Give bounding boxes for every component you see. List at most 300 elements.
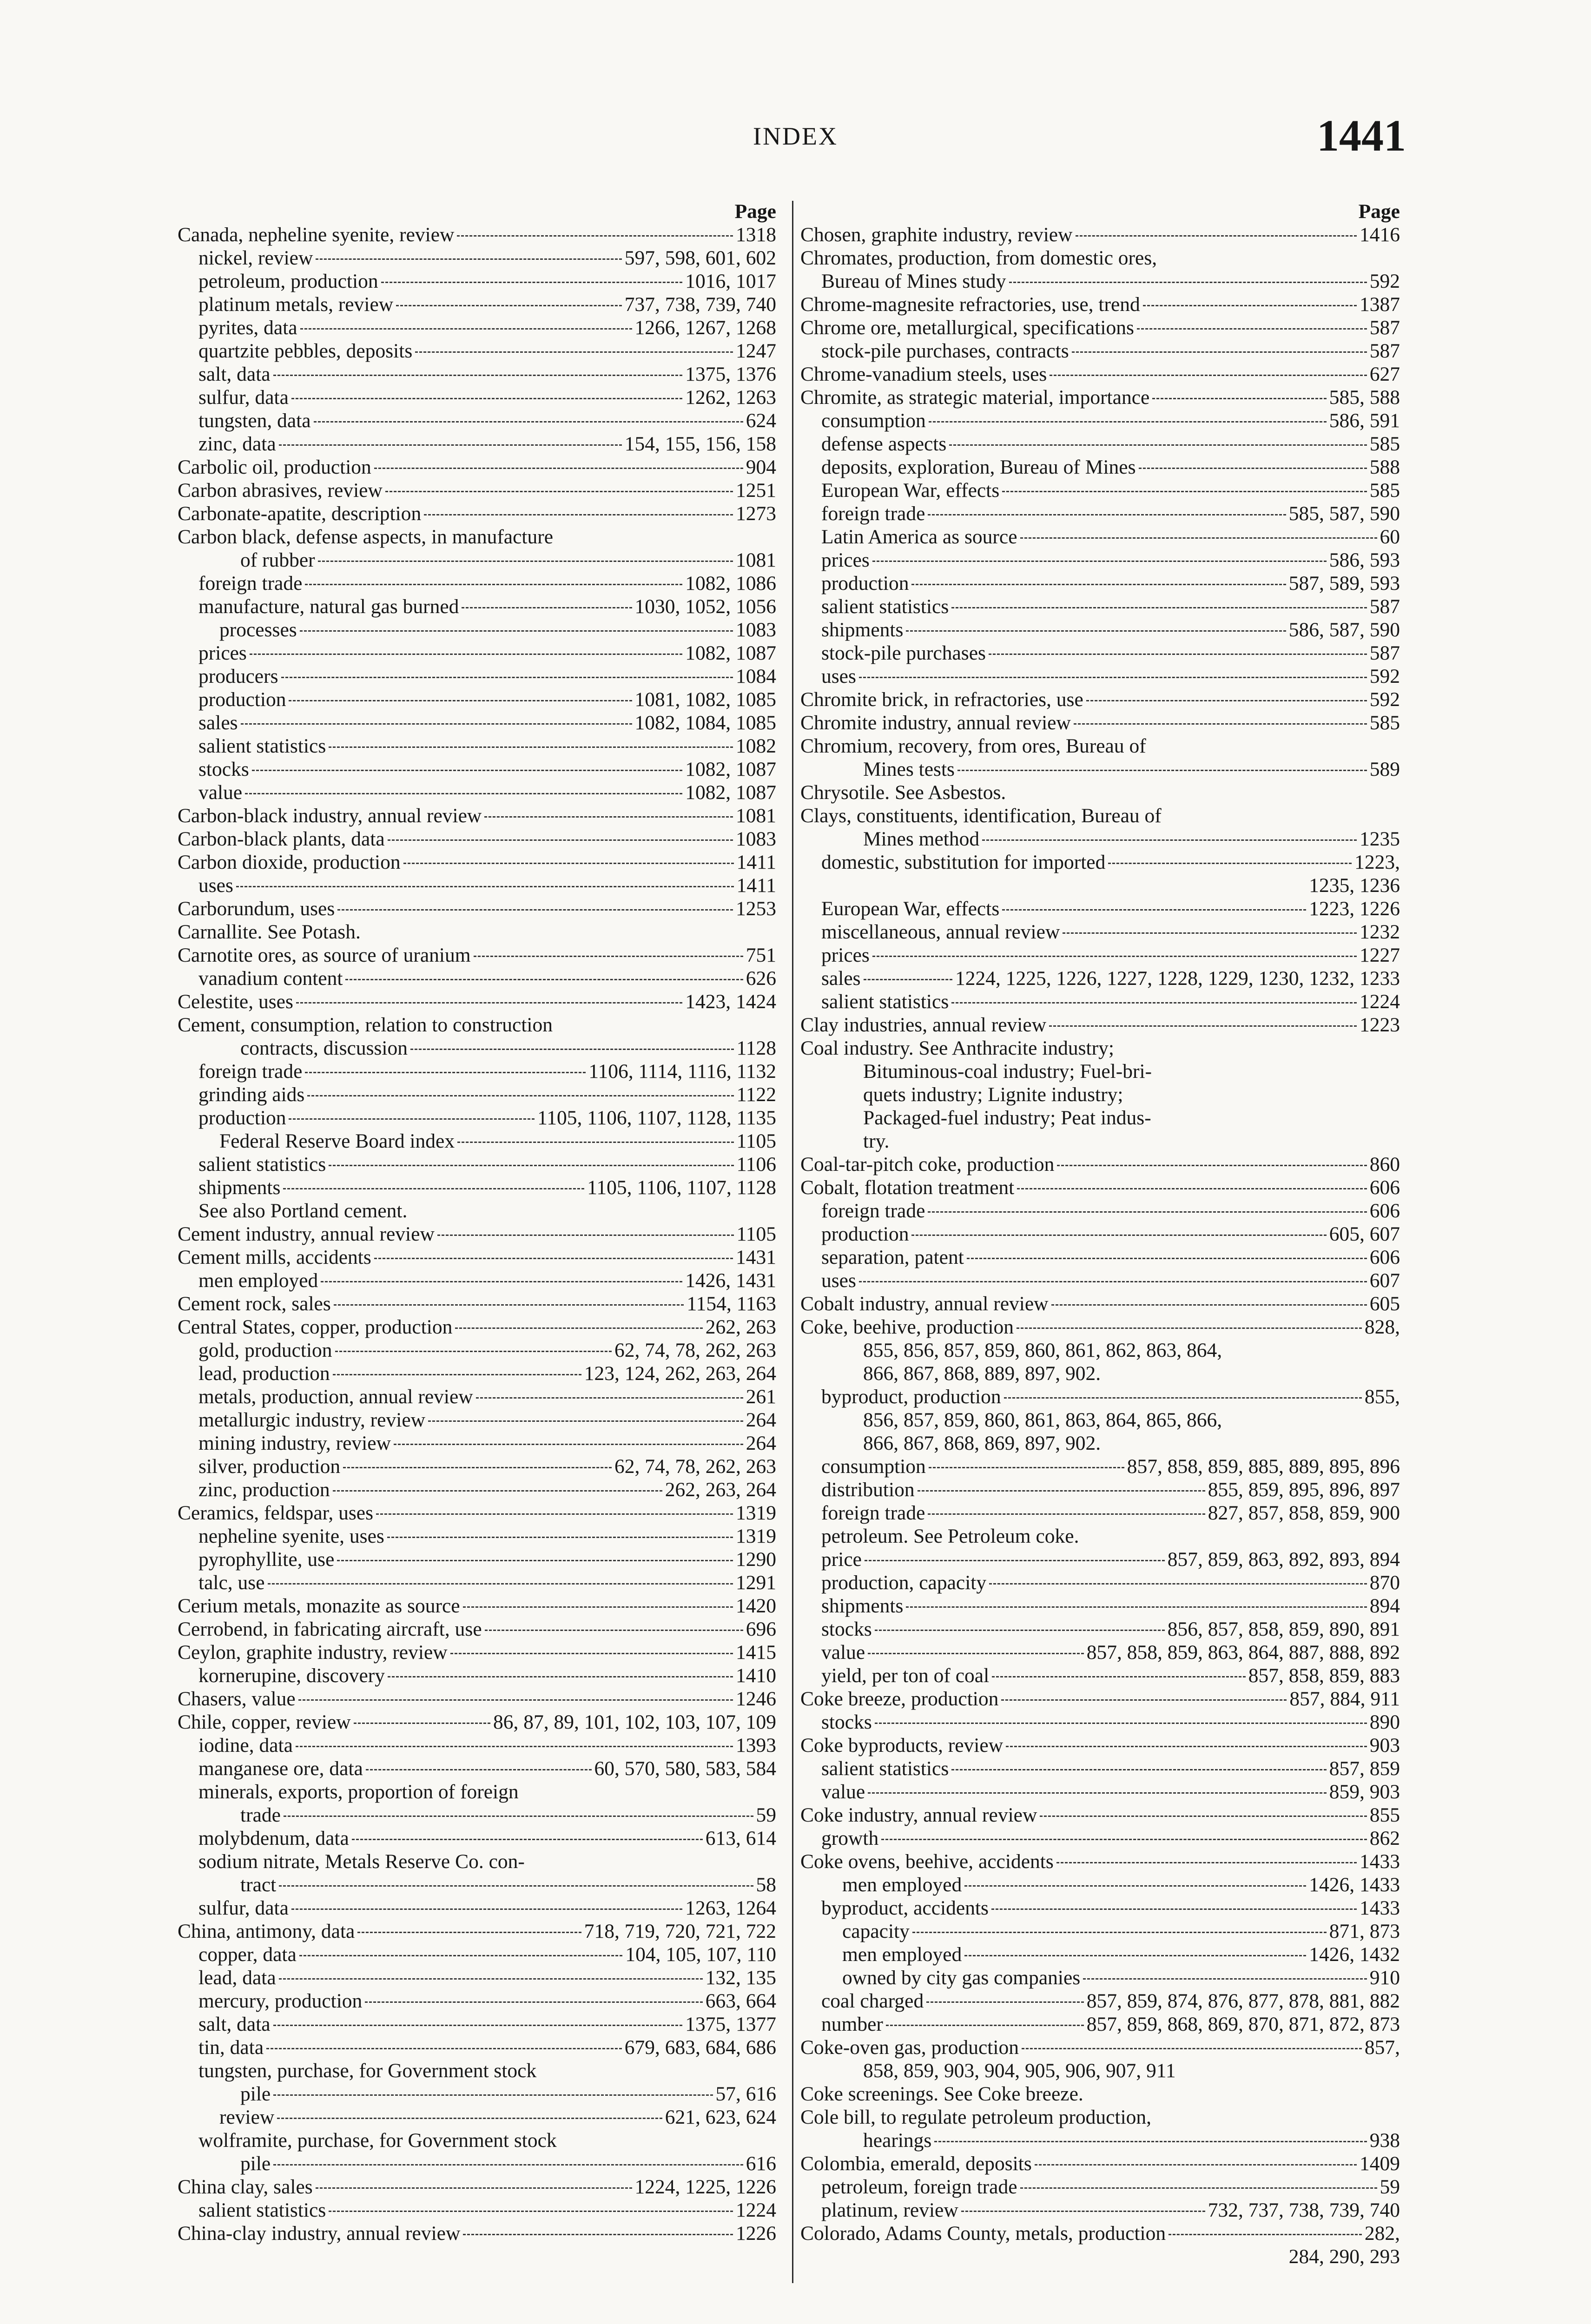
leader-dots bbox=[1056, 1862, 1357, 1863]
index-entry-pages: 60 bbox=[1380, 526, 1400, 548]
index-entry-text: Chile, copper, review bbox=[178, 1711, 351, 1733]
index-entry bbox=[800, 479, 1400, 502]
leader-dots bbox=[912, 1932, 1327, 1933]
leader-dots bbox=[305, 584, 682, 585]
index-entry bbox=[178, 1129, 776, 1153]
index-entry-text: capacity bbox=[842, 1920, 910, 1942]
index-entry-text: China clay, sales bbox=[178, 2176, 313, 2198]
index-entry bbox=[178, 1362, 776, 1385]
leader-dots bbox=[289, 1118, 535, 1120]
index-entry bbox=[178, 758, 776, 781]
index-entry bbox=[178, 944, 776, 967]
leader-dots bbox=[365, 2001, 702, 2003]
leader-dots bbox=[307, 1095, 733, 1096]
leader-dots bbox=[991, 1908, 1357, 1910]
index-entry-pages: 592 bbox=[1369, 688, 1400, 711]
index-entry-text: 855, 856, 857, 859, 860, 861, 862, 863, 864, bbox=[863, 1339, 1222, 1361]
index-entry-pages: 1106, 1114, 1116, 1132 bbox=[588, 1060, 776, 1083]
index-entry-text: Coke-oven gas, production bbox=[800, 2036, 1019, 2059]
index-entry-text: Chasers, value bbox=[178, 1688, 296, 1710]
leader-dots bbox=[462, 607, 632, 608]
index-entry-text: minerals, exports, proportion of foreign bbox=[198, 1781, 519, 1803]
index-entry-pages: 1426, 1431 bbox=[685, 1269, 776, 1292]
leader-dots bbox=[321, 1281, 682, 1282]
index-entry-text: pile bbox=[240, 2083, 271, 2105]
index-entry-pages: 862 bbox=[1369, 1827, 1400, 1849]
index-entry-text: China, antimony, data bbox=[178, 1920, 355, 1942]
index-entry-text: consumption bbox=[821, 1455, 926, 1478]
index-entry-text: foreign trade bbox=[821, 1200, 925, 1222]
index-entry bbox=[800, 572, 1400, 595]
index-entry-pages: 1105, 1106, 1107, 1128, 1135 bbox=[537, 1107, 776, 1129]
index-entry bbox=[178, 270, 776, 293]
index-entry-text: production bbox=[821, 572, 909, 594]
index-entry-pages: 871, 873 bbox=[1329, 1920, 1400, 1942]
index-entry-text: men employed bbox=[842, 1874, 962, 1896]
index-entry-pages: 154, 155, 156, 158 bbox=[624, 433, 776, 455]
index-entry bbox=[178, 456, 776, 479]
index-entry-text: petroleum, production bbox=[198, 270, 378, 292]
leader-dots bbox=[252, 770, 683, 771]
leader-dots bbox=[329, 1165, 733, 1166]
index-entry bbox=[178, 851, 776, 874]
index-entry-text: value bbox=[198, 781, 243, 804]
index-entry-text: Coke, beehive, production bbox=[800, 1316, 1014, 1338]
index-entry-pages: 586, 591 bbox=[1329, 409, 1400, 432]
index-entry bbox=[800, 851, 1400, 874]
index-entry-pages: 1154, 1163 bbox=[687, 1293, 776, 1315]
leader-dots bbox=[989, 1583, 1367, 1585]
index-entry-pages: 1082, 1087 bbox=[685, 642, 776, 664]
index-entry-pages: 1223 bbox=[1360, 1014, 1400, 1036]
leader-dots bbox=[345, 979, 743, 980]
index-entry bbox=[800, 1455, 1400, 1478]
index-entry-text: Cement rock, sales bbox=[178, 1293, 331, 1315]
index-entry-text: metallurgic industry, review bbox=[198, 1409, 426, 1431]
index-entry bbox=[178, 804, 776, 827]
leader-dots bbox=[236, 886, 734, 887]
index-entry-text: prices bbox=[821, 944, 870, 966]
leader-dots bbox=[1051, 1304, 1367, 1306]
leader-dots bbox=[300, 630, 733, 632]
index-entry-pages: 1387 bbox=[1360, 293, 1400, 316]
leader-dots bbox=[1001, 1699, 1287, 1701]
index-entry-pages: 1291 bbox=[736, 1571, 776, 1594]
index-entry bbox=[800, 641, 1400, 665]
index-entry-pages: 1128 bbox=[736, 1037, 776, 1059]
leader-dots bbox=[1050, 375, 1367, 376]
leader-dots bbox=[1020, 537, 1377, 539]
index-entry bbox=[178, 1710, 776, 1734]
index-entry bbox=[800, 2013, 1400, 2036]
index-entry-text: Canada, nepheline syenite, review bbox=[178, 224, 455, 246]
index-entry-text: Coke ovens, beehive, accidents bbox=[800, 1850, 1054, 1873]
index-entry-text: Coal-tar-pitch coke, production bbox=[800, 1153, 1055, 1175]
index-entry-pages: 1318 bbox=[736, 224, 776, 246]
index-entry bbox=[800, 2222, 1400, 2245]
index-entry bbox=[178, 1083, 776, 1106]
index-entry bbox=[800, 339, 1400, 363]
index-entry bbox=[178, 641, 776, 665]
index-entry bbox=[178, 1292, 776, 1315]
index-entry-pages: 57, 616 bbox=[715, 2083, 776, 2105]
index-entry-pages: 1262, 1263 bbox=[685, 386, 776, 409]
index-entry-text: deposits, exploration, Bureau of Mines bbox=[821, 456, 1136, 478]
index-entry-text: processes bbox=[219, 619, 297, 641]
leader-dots bbox=[872, 561, 1327, 562]
index-entry-text: European War, effects bbox=[821, 479, 1000, 502]
index-entry bbox=[178, 2199, 776, 2222]
leader-dots bbox=[428, 1420, 743, 1422]
index-entry-pages: 1082, 1087 bbox=[685, 758, 776, 780]
index-entry-pages: 904 bbox=[746, 456, 776, 478]
leader-dots bbox=[875, 1723, 1367, 1724]
leader-dots bbox=[982, 839, 1357, 841]
index-entry-pages: 587 bbox=[1369, 595, 1400, 618]
index-entry bbox=[178, 572, 776, 595]
index-entry-text: prices bbox=[821, 549, 870, 571]
index-entry-pages: 1319 bbox=[736, 1525, 776, 1547]
index-entry-text: production bbox=[198, 688, 286, 711]
leader-dots bbox=[291, 398, 682, 399]
leader-dots bbox=[335, 1351, 612, 1352]
leader-dots bbox=[388, 1676, 733, 1677]
index-entry-pages: 1016, 1017 bbox=[685, 270, 776, 292]
index-entry-pages: 1081 bbox=[736, 549, 776, 571]
index-entry bbox=[800, 1896, 1400, 1920]
index-entry-text: Cement industry, annual review bbox=[178, 1223, 435, 1245]
leader-dots bbox=[1022, 2048, 1362, 2049]
index-entry-pages: 62, 74, 78, 262, 263 bbox=[614, 1455, 776, 1478]
index-entry-pages: 938 bbox=[1369, 2129, 1400, 2152]
index-entry-pages: 597, 598, 601, 602 bbox=[624, 247, 776, 269]
index-entry-pages: 587 bbox=[1369, 317, 1400, 339]
index-entry bbox=[178, 1687, 776, 1710]
index-entry-pages: 1223, 1226 bbox=[1309, 898, 1400, 920]
index-entry-text: tungsten, data bbox=[198, 409, 311, 432]
index-page-continuation: 1235, 1236 bbox=[1309, 874, 1400, 897]
index-entry-text: nickel, review bbox=[198, 247, 313, 269]
index-entry-pages: 62, 74, 78, 262, 263 bbox=[614, 1339, 776, 1361]
index-entry bbox=[800, 1176, 1400, 1199]
index-entry bbox=[178, 2082, 776, 2106]
index-entry bbox=[178, 1943, 776, 1966]
index-entry-text: Cerrobend, in fabricating aircraft, use bbox=[178, 1618, 482, 1640]
index-entry bbox=[800, 223, 1400, 246]
index-entry-text: nepheline syenite, uses bbox=[198, 1525, 384, 1547]
index-entry-pages: 827, 857, 858, 859, 900 bbox=[1208, 1502, 1400, 1524]
index-entry-pages: 605 bbox=[1369, 1293, 1400, 1315]
index-entry-pages: 606 bbox=[1369, 1246, 1400, 1268]
index-entry-pages: 58 bbox=[756, 1874, 776, 1896]
index-entry-pages: 1423, 1424 bbox=[685, 990, 776, 1013]
index-entry-pages: 1411 bbox=[736, 874, 776, 897]
index-entry bbox=[178, 2152, 776, 2175]
index-entry-text: men employed bbox=[842, 1943, 962, 1966]
index-entry-pages: 123, 124, 262, 263, 264 bbox=[584, 1362, 776, 1385]
index-entry-text: foreign trade bbox=[821, 502, 925, 525]
index-entry-text: Chrome-magnesite refractories, use, trend bbox=[800, 293, 1140, 316]
index-entry-text: platinum, review bbox=[821, 2199, 958, 2221]
index-entry-pages: 857, 884, 911 bbox=[1289, 1688, 1400, 1710]
leader-dots bbox=[352, 1839, 703, 1840]
index-entry-text: stocks bbox=[198, 758, 249, 780]
index-entry bbox=[178, 618, 776, 641]
index-entry bbox=[800, 595, 1400, 618]
leader-dots bbox=[299, 1955, 623, 1956]
leader-dots bbox=[1035, 2164, 1357, 2166]
index-entry bbox=[178, 1966, 776, 1989]
index-entry bbox=[178, 432, 776, 456]
leader-dots bbox=[906, 630, 1286, 632]
index-entry-pages: 59 bbox=[756, 1804, 776, 1826]
leader-dots bbox=[868, 1653, 1084, 1654]
index-entry bbox=[800, 1292, 1400, 1315]
index-entry-text: grinding aids bbox=[198, 1083, 305, 1106]
leader-dots bbox=[463, 2234, 733, 2235]
index-entry-text: Coke byproducts, review bbox=[800, 1734, 1003, 1756]
index-entry bbox=[800, 1850, 1400, 1873]
index-entry bbox=[800, 1757, 1400, 1780]
index-entry-text: shipments bbox=[198, 1176, 281, 1199]
index-entry-text: Mines tests bbox=[863, 758, 955, 780]
index-entries-right bbox=[800, 223, 1400, 2268]
index-entry-pages: 587, 589, 593 bbox=[1288, 572, 1400, 594]
index-entry bbox=[800, 1641, 1400, 1664]
leader-dots bbox=[316, 258, 621, 260]
index-entry-text: 866, 867, 868, 889, 897, 902. bbox=[863, 1362, 1101, 1385]
index-entry-text: defense aspects bbox=[821, 433, 947, 455]
index-entry bbox=[178, 363, 776, 386]
index-entry bbox=[800, 1687, 1400, 1710]
index-entry bbox=[178, 1106, 776, 1129]
index-entry-text: value bbox=[821, 1641, 865, 1664]
index-entry-text: Carbon-black industry, annual review bbox=[178, 805, 482, 827]
index-entry bbox=[800, 1827, 1400, 1850]
leader-dots bbox=[337, 1560, 733, 1561]
index-entry-text: Coke screenings. See Coke breeze. bbox=[800, 2083, 1083, 2105]
index-entry-pages: 606 bbox=[1369, 1200, 1400, 1222]
index-entry-pages: 626 bbox=[746, 967, 776, 990]
index-entry bbox=[178, 1873, 776, 1896]
index-entry-pages: 104, 105, 107, 110 bbox=[625, 1943, 776, 1966]
index-entry-text: Cobalt industry, annual review bbox=[800, 1293, 1049, 1315]
index-entry bbox=[800, 1199, 1400, 1222]
leader-dots bbox=[241, 723, 632, 725]
leader-dots bbox=[266, 2048, 622, 2049]
index-entry-pages: 1266, 1267, 1268 bbox=[634, 317, 776, 339]
index-entry-pages: 588 bbox=[1369, 456, 1400, 478]
index-entry-pages: 627 bbox=[1369, 363, 1400, 385]
index-entry bbox=[178, 1525, 776, 1548]
leader-dots bbox=[934, 2141, 1367, 2142]
leader-dots bbox=[289, 700, 632, 701]
index-column-left bbox=[178, 200, 776, 2245]
index-entry-text: Cerium metals, monazite as source bbox=[178, 1595, 460, 1617]
index-entry-text: distribution bbox=[821, 1479, 915, 1501]
index-entry-text: contracts, discussion bbox=[240, 1037, 408, 1059]
leader-dots bbox=[279, 1885, 753, 1887]
leader-dots bbox=[1040, 1816, 1367, 1817]
index-entry-text: salient statistics bbox=[821, 990, 949, 1013]
index-entry bbox=[178, 2036, 776, 2059]
index-entry-text: gold, production bbox=[198, 1339, 332, 1361]
leader-dots bbox=[1002, 491, 1367, 492]
index-entry-text: iodine, data bbox=[198, 1734, 293, 1756]
index-entry-pages: 264 bbox=[746, 1409, 776, 1431]
index-entry-pages: 1030, 1052, 1056 bbox=[634, 595, 776, 618]
index-entry bbox=[178, 2175, 776, 2199]
index-entry-text: silver, production bbox=[198, 1455, 341, 1478]
index-entry-text: tin, data bbox=[198, 2036, 264, 2059]
index-entry bbox=[178, 874, 776, 897]
leader-dots bbox=[1083, 1978, 1367, 1980]
index-entry bbox=[178, 1432, 776, 1455]
index-entry-text: hearings bbox=[863, 2129, 932, 2152]
leader-dots bbox=[455, 1327, 702, 1329]
index-entry bbox=[800, 944, 1400, 967]
index-entry bbox=[178, 502, 776, 525]
leader-dots bbox=[343, 1467, 612, 1468]
index-entry bbox=[178, 665, 776, 688]
index-entry-text: try. bbox=[863, 1130, 890, 1152]
index-entry bbox=[178, 409, 776, 432]
index-entry-text: mining industry, review bbox=[198, 1432, 391, 1454]
index-entry-pages: 894 bbox=[1369, 1595, 1400, 1617]
leader-dots bbox=[476, 1397, 743, 1399]
index-entry-pages: 1433 bbox=[1360, 1850, 1400, 1873]
leader-dots bbox=[926, 2001, 1084, 2003]
leader-dots bbox=[929, 421, 1327, 423]
index-entry-pages: 586, 593 bbox=[1329, 549, 1400, 571]
index-entry-text: shipments bbox=[821, 619, 904, 641]
index-entry-pages: 737, 738, 739, 740 bbox=[624, 293, 776, 316]
index-entry-text: zinc, data bbox=[198, 433, 276, 455]
index-entry bbox=[800, 1269, 1400, 1292]
leader-dots bbox=[928, 1211, 1367, 1213]
leader-dots bbox=[366, 1769, 592, 1770]
index-entry-text: price bbox=[821, 1548, 862, 1571]
index-entry-text: 858, 859, 903, 904, 905, 906, 907, 911 bbox=[863, 2060, 1176, 2082]
index-entry bbox=[800, 2152, 1400, 2175]
leader-dots bbox=[1168, 2234, 1362, 2235]
leader-dots bbox=[305, 1072, 586, 1073]
index-entry-text: salient statistics bbox=[198, 735, 326, 757]
index-entry bbox=[178, 1827, 776, 1850]
leader-dots bbox=[437, 1235, 734, 1236]
leader-dots bbox=[859, 1281, 1367, 1282]
index-entry-pages: 1081 bbox=[736, 805, 776, 827]
index-entry-text: Central States, copper, production bbox=[178, 1316, 453, 1338]
index-entry bbox=[800, 688, 1400, 711]
leader-dots bbox=[329, 2211, 733, 2212]
index-entry-text: uses bbox=[198, 874, 233, 897]
index-entry bbox=[178, 1153, 776, 1176]
index-entry bbox=[178, 1478, 776, 1501]
index-entry-pages: 1409 bbox=[1360, 2152, 1400, 2175]
leader-dots bbox=[918, 1490, 1205, 1492]
index-entry-text: petroleum, foreign trade bbox=[821, 2176, 1017, 2198]
index-entry-pages: 857, 859, 863, 892, 893, 894 bbox=[1167, 1548, 1400, 1571]
leader-dots bbox=[314, 421, 743, 423]
leader-dots bbox=[273, 2094, 713, 2096]
index-entry bbox=[800, 897, 1400, 920]
leader-dots bbox=[273, 2025, 683, 2026]
index-entry bbox=[800, 711, 1400, 734]
leader-dots bbox=[859, 677, 1367, 678]
index-entry-pages: 1416 bbox=[1360, 224, 1400, 246]
index-entry-pages: 1224, 1225, 1226 bbox=[634, 2176, 776, 2198]
leader-dots bbox=[1086, 700, 1367, 701]
index-entry-pages: 585, 587, 590 bbox=[1288, 502, 1400, 525]
index-entry bbox=[800, 1501, 1400, 1525]
index-entry bbox=[800, 2175, 1400, 2199]
index-entry bbox=[178, 711, 776, 734]
index-entry-text: separation, patent bbox=[821, 1246, 964, 1268]
index-entry-pages: 732, 737, 738, 739, 740 bbox=[1208, 2199, 1400, 2221]
index-entry-text: production bbox=[821, 1223, 909, 1245]
index-entry-pages: 621, 623, 624 bbox=[665, 2106, 776, 2128]
index-entry-pages: 587 bbox=[1369, 642, 1400, 664]
index-entry bbox=[800, 1478, 1400, 1501]
index-entry-text: quartzite pebbles, deposits bbox=[198, 340, 413, 362]
leader-dots bbox=[928, 514, 1286, 515]
index-entry-text: foreign trade bbox=[198, 1060, 303, 1083]
index-entry-text: China-clay industry, annual review bbox=[178, 2222, 461, 2245]
index-entry-pages: 585 bbox=[1369, 479, 1400, 502]
index-entry bbox=[178, 688, 776, 711]
leader-dots bbox=[284, 1816, 753, 1817]
index-entry bbox=[178, 548, 776, 572]
leader-dots bbox=[886, 2025, 1084, 2026]
index-entry bbox=[800, 1618, 1400, 1641]
leader-dots bbox=[1017, 1188, 1367, 1189]
index-entry-text: Cement mills, accidents bbox=[178, 1246, 371, 1268]
index-entry-pages: 1227 bbox=[1360, 944, 1400, 966]
leader-dots bbox=[273, 375, 683, 376]
index-entry-text: Ceylon, graphite industry, review bbox=[178, 1641, 448, 1664]
leader-dots bbox=[875, 1630, 1165, 1631]
index-entry bbox=[800, 293, 1400, 316]
index-entry bbox=[178, 1222, 776, 1246]
index-entry-pages: 856, 857, 858, 859, 890, 891 bbox=[1167, 1618, 1400, 1640]
index-entry-text: Bituminous-coal industry; Fuel-bri- bbox=[863, 1060, 1152, 1083]
index-entry-pages: 624 bbox=[746, 409, 776, 432]
index-entry-pages: 1226 bbox=[736, 2222, 776, 2245]
index-entry-text: Mines method bbox=[863, 828, 980, 850]
leader-dots bbox=[463, 1606, 733, 1608]
leader-dots bbox=[906, 1606, 1367, 1608]
index-entry-pages: 262, 263, 264 bbox=[665, 1479, 776, 1501]
index-entry-text: Ceramics, feldspar, uses bbox=[178, 1502, 374, 1524]
index-entry-text: Latin America as source bbox=[821, 526, 1017, 548]
index-entry bbox=[800, 618, 1400, 641]
index-entry bbox=[178, 1803, 776, 1827]
index-entry-text: stock-pile purchases, contracts bbox=[821, 340, 1069, 362]
index-entry-pages: 1246 bbox=[736, 1688, 776, 1710]
index-entry-text: Carnallite. See Potash. bbox=[178, 921, 361, 943]
index-entry-text: sales bbox=[821, 967, 861, 990]
index-entry bbox=[800, 1013, 1400, 1037]
index-entry bbox=[800, 827, 1400, 851]
index-entry-text: Clays, constituents, identification, Bureau of bbox=[800, 805, 1162, 827]
index-entry-pages: 59 bbox=[1380, 2176, 1400, 2198]
index-entry bbox=[800, 2129, 1400, 2152]
index-entry-text: petroleum. See Petroleum coke. bbox=[821, 1525, 1079, 1547]
index-entry-text: molybdenum, data bbox=[198, 1827, 349, 1849]
index-entry-pages: 264 bbox=[746, 1432, 776, 1454]
index-entry-pages: 1232 bbox=[1360, 921, 1400, 943]
